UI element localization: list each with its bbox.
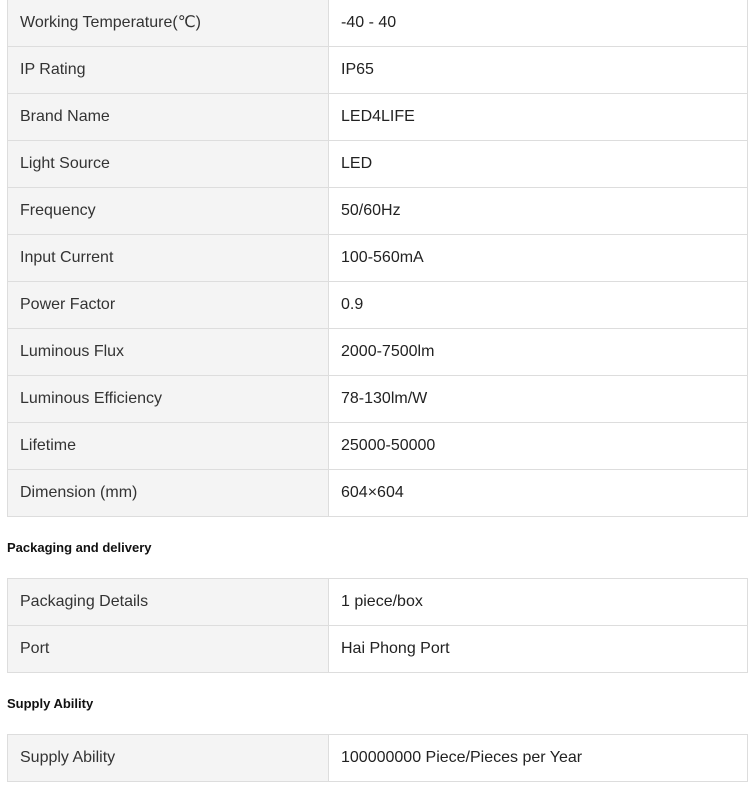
table-row: [8, 235, 748, 282]
table-row: [8, 626, 748, 673]
packaging-table: [7, 578, 748, 673]
table-row: [8, 329, 748, 376]
attribute-key: Dimension (mm): [8, 470, 329, 517]
attribute-key: Lifetime: [8, 423, 329, 470]
table-row: [8, 579, 748, 626]
table-row: [8, 735, 748, 782]
attribute-value: 50/60Hz: [329, 188, 748, 235]
attribute-value: 2000-7500lm: [329, 329, 748, 376]
table-row: [8, 188, 748, 235]
table-row: [8, 376, 748, 423]
table-row: [8, 47, 748, 94]
attribute-value: 604×604: [329, 470, 748, 517]
supply-table: [7, 734, 748, 782]
table-row: [8, 0, 748, 47]
supply-section-title: Supply Ability: [7, 696, 94, 711]
supply-key: Supply Ability: [8, 735, 329, 782]
attribute-value: 100-560mA: [329, 235, 748, 282]
attribute-key: Light Source: [8, 141, 329, 188]
attribute-key: Luminous Efficiency: [8, 376, 329, 423]
table-row: [8, 470, 748, 517]
attribute-key: Working Temperature(℃): [8, 0, 329, 47]
attribute-value: -40 - 40: [329, 0, 748, 47]
attribute-key: IP Rating: [8, 47, 329, 94]
attribute-value: 25000-50000: [329, 423, 748, 470]
attributes-table: [7, 0, 748, 517]
attribute-value: LED4LIFE: [329, 94, 748, 141]
attribute-value: LED: [329, 141, 748, 188]
table-row: [8, 282, 748, 329]
attribute-key: Power Factor: [8, 282, 329, 329]
packaging-key: Packaging Details: [8, 579, 329, 626]
packaging-key: Port: [8, 626, 329, 673]
supply-value: 100000000 Piece/Pieces per Year: [329, 735, 748, 782]
table-row: [8, 94, 748, 141]
packaging-value: 1 piece/box: [329, 579, 748, 626]
attribute-key: Luminous Flux: [8, 329, 329, 376]
attribute-key: Input Current: [8, 235, 329, 282]
attribute-value: IP65: [329, 47, 748, 94]
attribute-key: Brand Name: [8, 94, 329, 141]
table-row: [8, 141, 748, 188]
attribute-key: Frequency: [8, 188, 329, 235]
packaging-value: Hai Phong Port: [329, 626, 748, 673]
packaging-section-title: Packaging and delivery: [7, 540, 152, 555]
attribute-value: 78-130lm/W: [329, 376, 748, 423]
table-row: [8, 423, 748, 470]
attribute-value: 0.9: [329, 282, 748, 329]
